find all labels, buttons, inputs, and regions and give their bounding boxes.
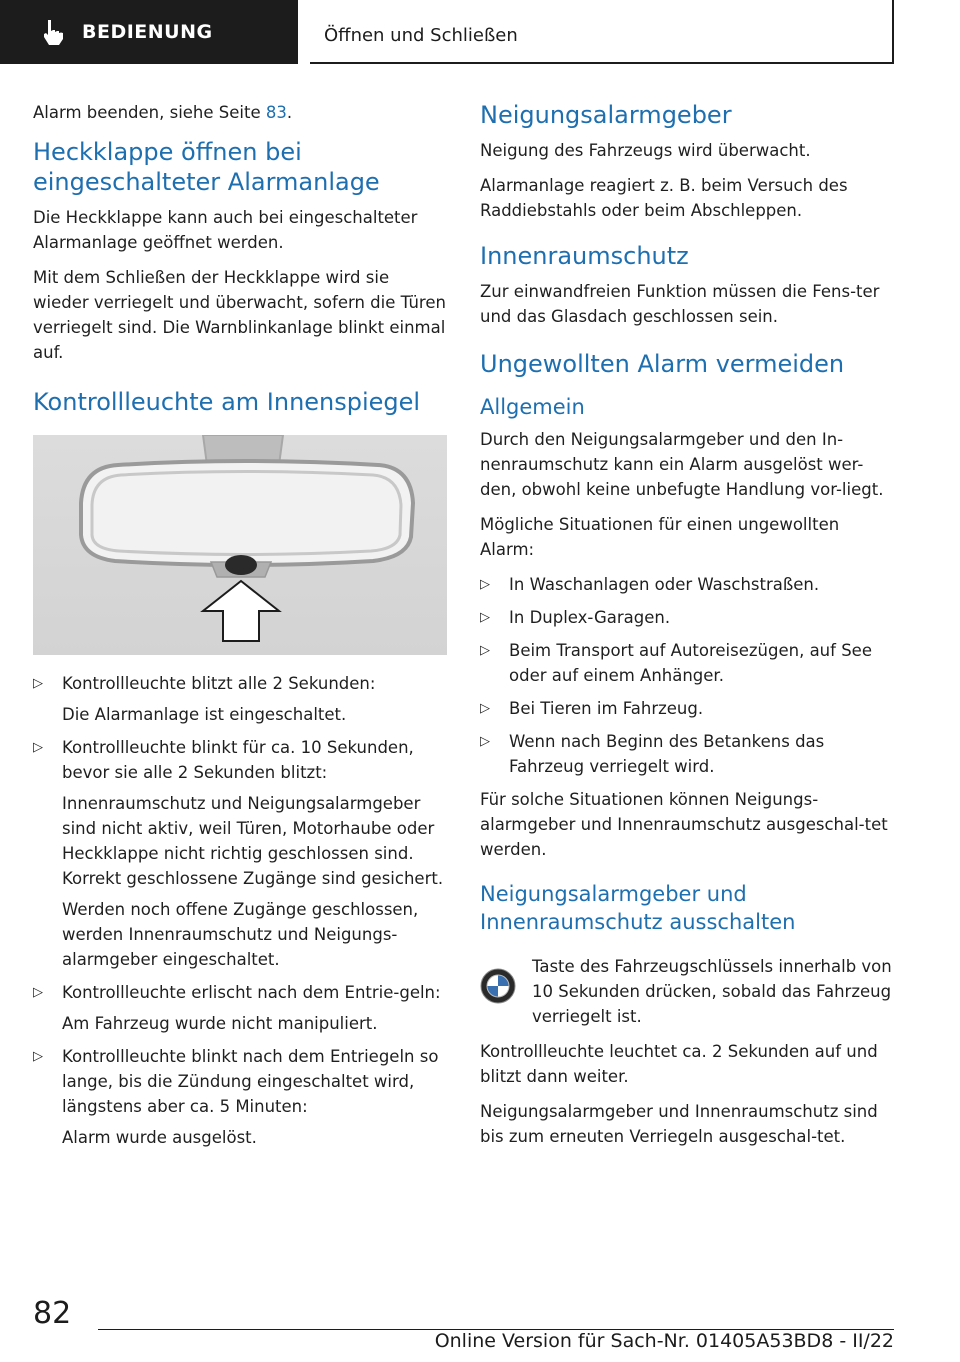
paragraph: Neigungsalarmgeber und Innenraumschutz sind bis zum erneuten Verriegeln ausgeschal-tet. (480, 1102, 878, 1146)
list-item (480, 729, 894, 779)
left-column (33, 100, 447, 1158)
bullet-triangle-icon: ▷ (33, 985, 43, 1000)
section-tab (0, 0, 298, 64)
list-item-text: Beim Transport auf Autoreisezügen, auf See oder auf einem Anhänger. (509, 641, 872, 685)
list-item-text: Kontrollleuchte blinkt für ca. 10 Sekunden, bevor sie alle 2 Sekunden blitzt: (62, 738, 414, 782)
bmw-logo-icon (480, 968, 516, 1004)
list-item-detail: Die Alarmanlage ist eingeschaltet. (62, 705, 347, 724)
heading-neigungsalarmgeber: Neigungsalarmgeber (480, 101, 732, 129)
list-item-text: Bei Tieren im Fahrzeug. (509, 699, 704, 718)
paragraph: Mögliche Situationen für einen ungewollten Alarm: (480, 515, 840, 559)
paragraph: Die Heckklappe kann auch bei eingeschalteter Alarmanlage geöffnet werden. (33, 208, 418, 252)
hand-pointer-icon (38, 17, 68, 47)
bullet-triangle-icon: ▷ (480, 577, 490, 592)
heading-ungewollter-alarm: Ungewollten Alarm vermeiden (480, 350, 845, 378)
list-item-text: Kontrollleuchte blinkt nach dem Entriegeln so lange, bis die Zündung eingeschaltet wird, längstens aber ca. 5 Minuten: (62, 1047, 439, 1116)
intro-paragraph (33, 100, 447, 125)
list-item-text: In Duplex-Garagen. (509, 608, 671, 627)
list-item (480, 605, 894, 630)
section-title: BEDIENUNG (82, 21, 213, 43)
list-item (480, 638, 894, 688)
list-item-text: Wenn nach Beginn des Betankens das Fahrzeug verriegelt wird. (509, 732, 825, 776)
right-column (480, 100, 894, 1159)
bullet-triangle-icon: ▷ (480, 734, 490, 749)
paragraph: Taste des Fahrzeugschlüssels innerhalb von 10 Sekunden drücken, sobald das Fahrzeug verriegelt ist. (532, 957, 892, 1026)
online-version-note: Online Version für Sach-Nr. 01405A53BD8 - II/22 (434, 1330, 894, 1352)
list-item (33, 671, 447, 727)
bullet-triangle-icon: ▷ (33, 740, 43, 755)
list-item-text: In Waschanlagen oder Waschstraßen. (509, 575, 820, 594)
chapter-title: Öffnen und Schließen (324, 25, 518, 46)
bullet-triangle-icon: ▷ (480, 701, 490, 716)
bullet-triangle-icon: ▷ (480, 643, 490, 658)
chapter-header (310, 0, 894, 64)
paragraph: Alarmanlage reagiert z. B. beim Versuch des Raddiebstahls oder beim Abschleppen. (480, 176, 848, 220)
situations-list (480, 572, 894, 779)
paragraph: Zur einwandfreien Funktion müssen die Fens-ter und das Glasdach geschlossen sein. (480, 282, 880, 326)
list-item-text: Kontrollleuchte blitzt alle 2 Sekunden: (62, 674, 376, 693)
paragraph: Neigung des Fahrzeugs wird überwacht. (480, 141, 811, 160)
paragraph: Mit dem Schließen der Heckklappe wird sie wieder verriegelt und überwacht, sofern die Türen verriegelt sind. Die Warnblinkanlage blinkt einmal auf. (33, 268, 446, 362)
page-number: 82 (33, 1296, 72, 1331)
mirror-drawing (33, 435, 447, 655)
list-item (33, 1044, 447, 1150)
heading-ausschalten: Neigungsalarmgeber und Innenraumschutz ausschalten (480, 882, 796, 934)
list-item-text: Kontrollleuchte erlischt nach dem Entrie-geln: (62, 983, 441, 1002)
bullet-triangle-icon: ▷ (33, 676, 43, 691)
heading-heckklappe: Heckklappe öffnen bei eingeschalteter Alarmanlage (33, 138, 380, 196)
intro-suffix: . (286, 103, 293, 122)
page-ref-link[interactable]: 83 (265, 103, 287, 122)
list-item (480, 572, 894, 597)
paragraph: Für solche Situationen können Neigungs-alarmgeber und Innenraumschutz ausgeschal-tet werden. (480, 790, 888, 859)
bullet-triangle-icon: ▷ (33, 1049, 43, 1064)
intro-text: Alarm beenden, siehe Seite (33, 103, 266, 122)
list-item (480, 696, 894, 721)
mirror-illustration (33, 435, 447, 655)
list-item-detail: Werden noch offene Zugänge geschlossen, werden Innenraumschutz und Neigungs-alarmgeber eingeschaltet. (62, 900, 419, 969)
heading-innenraumschutz: Innenraumschutz (480, 242, 689, 270)
key-instruction (480, 954, 894, 1029)
subheading-allgemein: Allgemein (480, 395, 585, 419)
list-item-detail: Am Fahrzeug wurde nicht manipuliert. (62, 1014, 378, 1033)
list-item-detail: Innenraumschutz und Neigungsalarmgeber sind nicht aktiv, weil Türen, Motorhaube oder Heckklappe nicht richtig geschlossen sind. Korrekt geschlossene Zugänge sind gesichert. (62, 794, 444, 888)
paragraph: Kontrollleuchte leuchtet ca. 2 Sekunden auf und blitzt dann weiter. (480, 1042, 878, 1086)
heading-kontrollleuchte: Kontrollleuchte am Innenspiegel (33, 388, 421, 416)
indicator-list (33, 671, 447, 1150)
paragraph: Durch den Neigungsalarmgeber und den In-nenraumschutz kann ein Alarm ausgelöst wer-den, obwohl keine unbefugte Handlung vor-liegt. (480, 430, 884, 499)
list-item-detail: Alarm wurde ausgelöst. (62, 1128, 257, 1147)
list-item (33, 735, 447, 972)
bullet-triangle-icon: ▷ (480, 610, 490, 625)
list-item (33, 980, 447, 1036)
